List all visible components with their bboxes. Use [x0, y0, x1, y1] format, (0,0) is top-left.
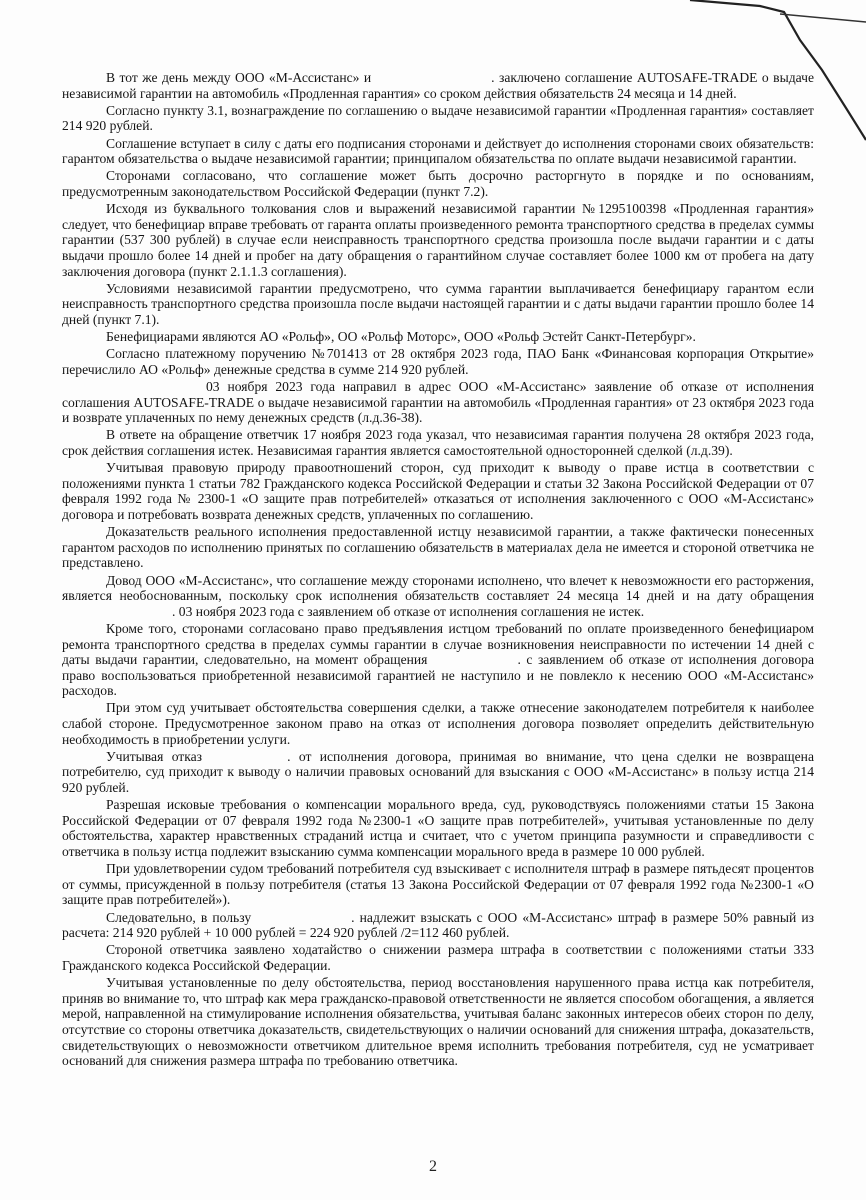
- paragraph-9: 03 ноября 2023 года направил в адрес ООО «М-Ассистанс» заявление об отказе от исполнения соглашения AUTOSAFE-TRADE о выдаче независимой гарантии на автомобиль «Продленная гарантия» от 23 октября 2023 года и возврате уплаченных по нему денежных средств (л.д.36-38).: [62, 379, 814, 426]
- paragraph-10: В ответе на обращение ответчик 17 ноября 2023 года указал, что независимая гарантия получена 28 октября 2023 года, срок действия соглашения истек. Независимая гарантия является самостоятельной односторонней сделкой (л.д.39).: [62, 427, 814, 458]
- paragraph-11: Учитывая правовую природу правоотношений сторон, суд приходит к выводу о праве истца в соответствии с положениями пункта 1 статьи 782 Гражданского кодекса Российской Федерации и статьи 32 Закона Российской Федерации от 07 февраля 1992 года № 2300-1 «О защите прав потребителей» отказаться от исполнения заключенного с ООО «М-Ассистанс» договора и потребовать возврата денежных средств, уплаченных по соглашению.: [62, 460, 814, 522]
- paragraph-3: Соглашение вступает в силу с даты его подписания сторонами и действует до исполнения сторонами своих обязательств: гарантом обязательства о выдаче независимой гарантии; принципалом обязательства по оплате выдачи независимой гарантии.: [62, 135, 814, 167]
- paragraph-1: В тот же день между ООО «М-Ассистанс» и . заключено соглашение AUTOSAFE-TRADE о выдаче независимой гарантии на автомобиль «Продленная гарантия» со сроком действия обязательств 24 месяца и 14 дней.: [62, 70, 814, 101]
- paragraph-20: Стороной ответчика заявлено ходатайство о снижении размера штрафа в соответствии с положениями статьи 333 Гражданского кодекса Российской Федерации.: [62, 942, 814, 973]
- paragraph-5: Исходя из буквального толкования слов и выражений независимой гарантии №1295100398 «Продленная гарантия» следует, что бенефициар вправе требовать от гаранта оплаты произведенного ремонта транспортного средства в пределах суммы гарантии (537 300 рублей) в случае если неисправность транспортного средства произошла после выдачи гарантии и с даты выдачи прошло более 14 дней и пробег на дату обращения о гарантийном случае составляет более 1000 км от пробега на дату заключения договора (пункт 2.1.1.3 соглашения).: [62, 201, 814, 279]
- document-body: [62, 70, 814, 1070]
- paragraph-14: Кроме того, сторонами согласовано право предъявления истцом требований по оплате произведенного бенефициаром ремонта транспортного средства в пределах суммы гарантии в случае возникновения неисправности по истечении 14 дней с даты выдачи гарантии, следовательно, на момент обращения . с заявлением об отказе от исполнения договора право воспользоваться приобретенной независимой гарантией не наступило и не повлекло к несению ООО «М-Ассистанс» расходов.: [62, 620, 814, 699]
- paragraph-17: Разрешая исковые требования о компенсации морального вреда, суд, руководствуясь положениями статьи 15 Закона Российской Федерации от 07 февраля 1992 года №2300-1 «О защите прав потребителей», учитывая установленные по делу обстоятельства, характер нравственных страданий истца и считает, что с учетом принципа разумности и справедливости с ответчика в пользу истца подлежит взысканию сумма компенсации морального вреда в размере 10 000 рублей.: [62, 797, 814, 859]
- paragraph-2: Согласно пункту 3.1, вознаграждение по соглашению о выдаче независимой гарантии «Продленная гарантия» составляет 214 920 рублей.: [62, 102, 814, 134]
- page-number: 2: [429, 1158, 437, 1175]
- paragraph-18: При удовлетворении судом требований потребителя суд взыскивает с исполнителя штраф в размере пятьдесят процентов от суммы, присужденной в пользу потребителя (статья 13 Закона Российской Федерации от 07 февраля 1992 года №2300-1 «О защите прав потребителей»).: [62, 861, 814, 908]
- paragraph-13: Довод ООО «М-Ассистанс», что соглашение между сторонами исполнено, что влечет к невозможности его расторжения, является необоснованным, поскольку срок исполнения обязательств составляет 24 месяца 14 дней и на дату обращения. 03 ноября 2023 года с заявлением об отказе от исполнения соглашения не истек.: [62, 572, 814, 619]
- paragraph-4: Сторонами согласовано, что соглашение может быть досрочно расторгнуто в порядке и по основаниям, предусмотренным законодательством Российской Федерации (пункт 7.2).: [62, 168, 814, 199]
- paragraph-8: Согласно платежному поручению №701413 от 28 октября 2023 года, ПАО Банк «Финансовая корпорация Открытие» перечислило АО «Рольф» денежные средства в сумме 214 920 рублей.: [62, 346, 814, 377]
- paragraph-16: Учитывая отказ . от исполнения договора, принимая во внимание, что цена сделки не возвращена потребителю, суд приходит к выводу о наличии правовых оснований для взыскания с ООО «М-Ассистанс» в пользу истца 214 920 рублей.: [62, 748, 814, 796]
- paragraph-7: Бенефициарами являются АО «Рольф», ОО «Рольф Моторс», ООО «Рольф Эстейт Санкт-Петербург».: [106, 329, 696, 345]
- paragraph-12: Доказательств реального исполнения предоставленной истцу независимой гарантии, а также фактически понесенных гарантом расходов по исполнению принятых по соглашению обязательств в материалах дела не имеется и стороной ответчика не представлено.: [62, 524, 814, 571]
- paragraph-19: Следовательно, в пользу . надлежит взыскать с ООО «М-Ассистанс» штраф в размере 50% равный из расчета: 214 920 рублей + 10 000 рублей = 224 920 рублей /2=112 460 рублей.: [62, 909, 814, 941]
- paragraph-21: Учитывая установленные по делу обстоятельства, период восстановления нарушенного права истца как потребителя, приняв во внимание то, что штраф как мера гражданско-правовой ответственности не является способом обогащения, а является мерой, направленной на стимулирование исполнения обязательства, учитывая баланс законных интересов обеих сторон по делу, отсутствие со стороны ответчика доказательств, свидетельствующих о наличии оснований для снижения штрафа, доказательств, свидетельствующих о невозможности ответчиком длительное время исполнить требования потребителя, суд не усматривает оснований для снижения размера штрафа по требованию ответчика.: [62, 975, 814, 1069]
- paragraph-6: Условиями независимой гарантии предусмотрено, что сумма гарантии выплачивается бенефициару гарантом если неисправность транспортного средства произошла после выдачи настоящей гарантии и с даты выдачи гарантии прошло более 14 дней (пункт 7.1).: [62, 280, 814, 327]
- paragraph-15: При этом суд учитывает обстоятельства совершения сделки, а также отнесение законодателем потребителя к наиболее слабой стороне. Предусмотренное законом право на отказ от исполнения договора позволяет определить действительную необходимость в приобретении услуги.: [62, 700, 814, 747]
